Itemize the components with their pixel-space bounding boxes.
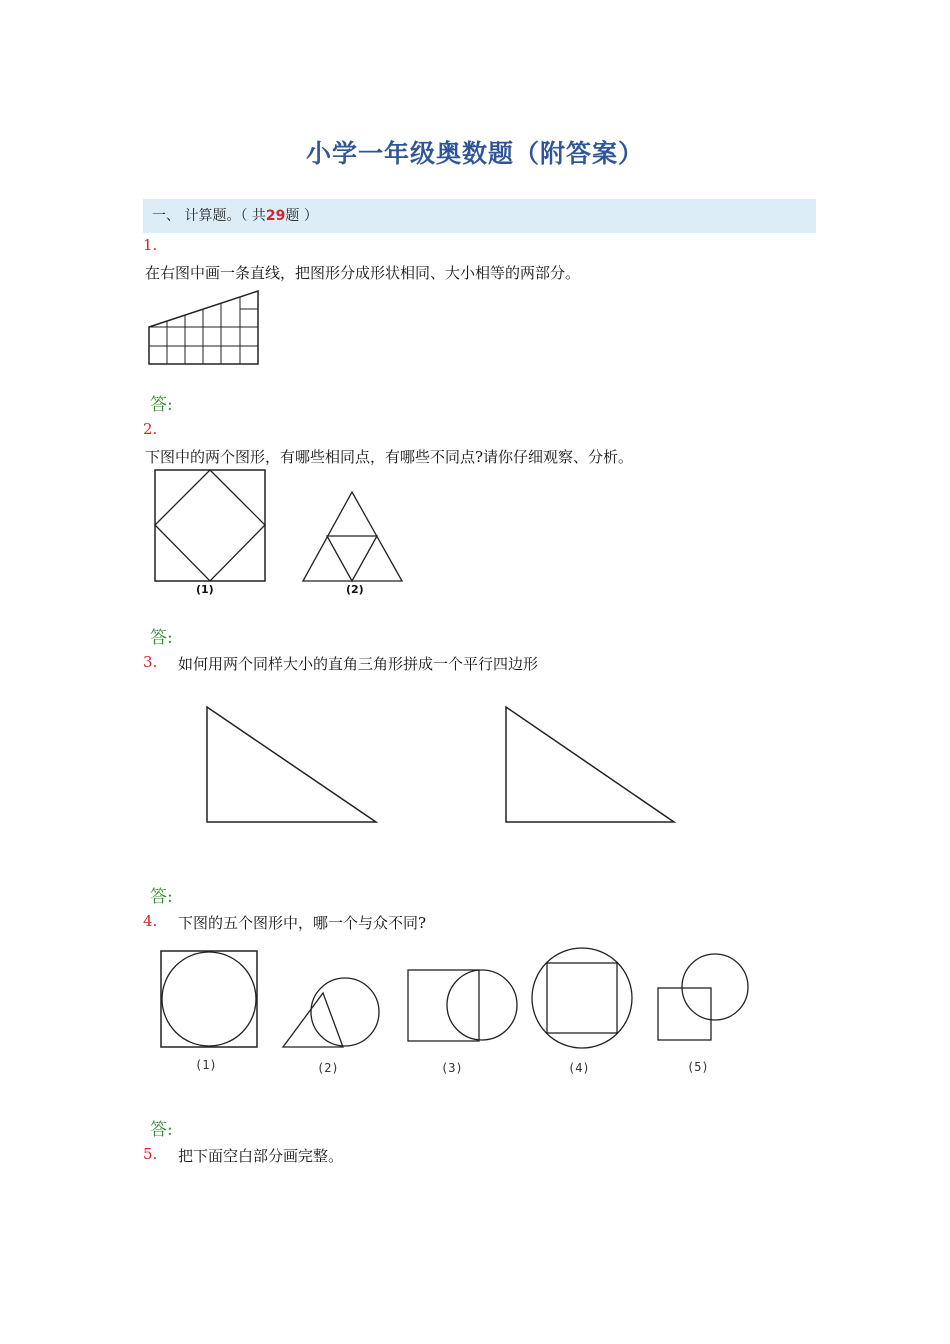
question-5-number: 5. — [143, 1145, 158, 1163]
right-triangle-left — [207, 707, 376, 822]
answer-4-label: 答: — [150, 1120, 173, 1140]
question-2-number: 2. — [143, 420, 158, 438]
section-suffix: 题 ） — [285, 208, 318, 224]
question-3-text: 如何用两个同样大小的直角三角形拼成一个平行四边形 — [178, 655, 539, 673]
question-3-number: 3. — [143, 653, 158, 671]
five-figures — [155, 945, 755, 1080]
answer-2-label: 答: — [150, 628, 173, 648]
answer-1-label: 答: — [150, 395, 173, 415]
right-triangle-right — [506, 707, 674, 822]
trapezoid-grid-figure — [148, 290, 260, 366]
section-header — [152, 205, 318, 225]
question-1-text: 在右图中画一条直线，把图形分成形状相同、大小相等的两部分。 — [145, 264, 581, 282]
answer-3-label: 答: — [150, 887, 173, 907]
question-2-text: 下图中的两个图形，有哪些相同点，有哪些不同点?请你仔细观察、分析。 — [145, 448, 634, 466]
question-5-text: 把下面空白部分画完整。 — [178, 1147, 344, 1165]
right-triangles-figure — [200, 700, 680, 830]
question-4-text: 下图的五个图形中，哪一个与众不同? — [178, 914, 427, 932]
figure-caption: (1) — [196, 583, 214, 596]
square-triangle-figures — [150, 468, 410, 596]
page-title: 小学一年级奥数题（附答案） — [305, 139, 644, 168]
question-1-number: 1. — [143, 236, 158, 254]
figure-caption: (2) — [317, 1061, 339, 1075]
figure-caption: (2) — [346, 583, 364, 596]
question-4-number: 4. — [143, 912, 158, 930]
figure-caption: (4) — [568, 1061, 590, 1075]
section-prefix: 一、 计算题。（ 共 — [152, 208, 266, 224]
figure-caption: (1) — [195, 1058, 217, 1072]
figure-caption: (3) — [441, 1061, 463, 1075]
figure-caption: (5) — [687, 1060, 709, 1074]
question-count: 29 — [265, 208, 286, 224]
